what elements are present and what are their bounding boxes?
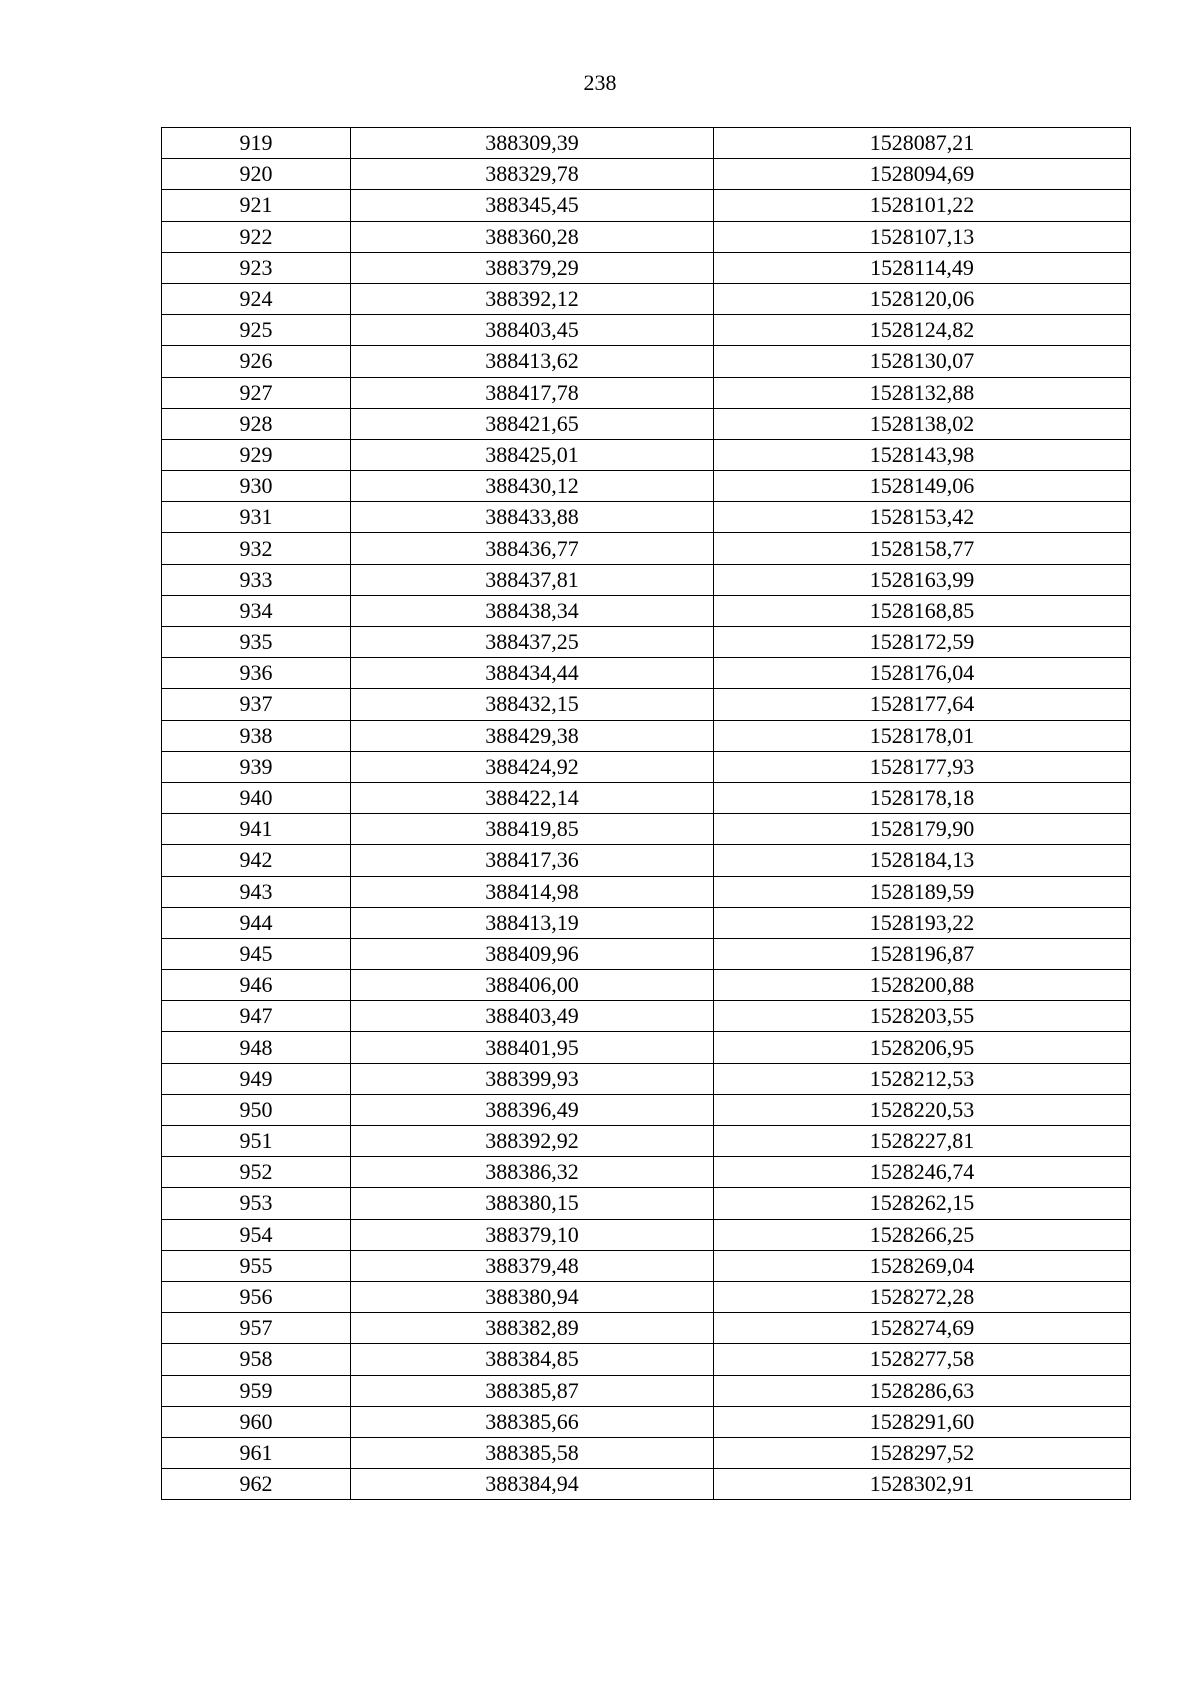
table-row [162, 221, 1131, 252]
point-number-cell: 962 [162, 1469, 351, 1500]
x-coordinate-cell: 388360,28 [351, 221, 714, 252]
x-coordinate-cell: 388392,92 [351, 1126, 714, 1157]
point-number-cell: 919 [162, 128, 351, 159]
coordinates-table [161, 127, 1131, 1500]
table-row [162, 377, 1131, 408]
y-coordinate-cell: 1528132,88 [714, 377, 1131, 408]
table-row [162, 845, 1131, 876]
table-row [162, 1437, 1131, 1468]
point-number-cell: 922 [162, 221, 351, 252]
point-number-cell: 942 [162, 845, 351, 876]
y-coordinate-cell: 1528196,87 [714, 938, 1131, 969]
y-coordinate-cell: 1528266,25 [714, 1219, 1131, 1250]
point-number-cell: 954 [162, 1219, 351, 1250]
x-coordinate-cell: 388385,87 [351, 1375, 714, 1406]
x-coordinate-cell: 388425,01 [351, 439, 714, 470]
table-row [162, 1469, 1131, 1500]
x-coordinate-cell: 388384,85 [351, 1344, 714, 1375]
x-coordinate-cell: 388403,45 [351, 315, 714, 346]
y-coordinate-cell: 1528227,81 [714, 1126, 1131, 1157]
point-number-cell: 957 [162, 1313, 351, 1344]
y-coordinate-cell: 1528193,22 [714, 907, 1131, 938]
x-coordinate-cell: 388429,38 [351, 720, 714, 751]
x-coordinate-cell: 388385,66 [351, 1406, 714, 1437]
page-number: 238 [583, 70, 617, 95]
table-row [162, 1063, 1131, 1094]
table-body [162, 128, 1131, 1500]
table-row [162, 471, 1131, 502]
x-coordinate-cell: 388430,12 [351, 471, 714, 502]
table-row [162, 1344, 1131, 1375]
table-row [162, 1032, 1131, 1063]
y-coordinate-cell: 1528269,04 [714, 1250, 1131, 1281]
point-number-cell: 934 [162, 595, 351, 626]
x-coordinate-cell: 388380,94 [351, 1281, 714, 1312]
table-row [162, 1281, 1131, 1312]
point-number-cell: 929 [162, 439, 351, 470]
point-number-cell: 933 [162, 564, 351, 595]
y-coordinate-cell: 1528206,95 [714, 1032, 1131, 1063]
table-row [162, 564, 1131, 595]
point-number-cell: 949 [162, 1063, 351, 1094]
table-row [162, 315, 1131, 346]
x-coordinate-cell: 388436,77 [351, 533, 714, 564]
table-row [162, 1250, 1131, 1281]
x-coordinate-cell: 388421,65 [351, 408, 714, 439]
point-number-cell: 956 [162, 1281, 351, 1312]
y-coordinate-cell: 1528120,06 [714, 283, 1131, 314]
point-number-cell: 927 [162, 377, 351, 408]
point-number-cell: 943 [162, 876, 351, 907]
y-coordinate-cell: 1528177,64 [714, 689, 1131, 720]
x-coordinate-cell: 388384,94 [351, 1469, 714, 1500]
point-number-cell: 947 [162, 1001, 351, 1032]
y-coordinate-cell: 1528184,13 [714, 845, 1131, 876]
table-row [162, 907, 1131, 938]
y-coordinate-cell: 1528176,04 [714, 658, 1131, 689]
y-coordinate-cell: 1528220,53 [714, 1094, 1131, 1125]
point-number-cell: 955 [162, 1250, 351, 1281]
x-coordinate-cell: 388345,45 [351, 190, 714, 221]
table-row [162, 1313, 1131, 1344]
table-row [162, 283, 1131, 314]
y-coordinate-cell: 1528168,85 [714, 595, 1131, 626]
table-row [162, 627, 1131, 658]
x-coordinate-cell: 388432,15 [351, 689, 714, 720]
x-coordinate-cell: 388419,85 [351, 814, 714, 845]
x-coordinate-cell: 388399,93 [351, 1063, 714, 1094]
y-coordinate-cell: 1528291,60 [714, 1406, 1131, 1437]
table-row [162, 533, 1131, 564]
table-row [162, 720, 1131, 751]
point-number-cell: 951 [162, 1126, 351, 1157]
y-coordinate-cell: 1528178,01 [714, 720, 1131, 751]
y-coordinate-cell: 1528124,82 [714, 315, 1131, 346]
x-coordinate-cell: 388379,10 [351, 1219, 714, 1250]
point-number-cell: 953 [162, 1188, 351, 1219]
x-coordinate-cell: 388424,92 [351, 751, 714, 782]
y-coordinate-cell: 1528158,77 [714, 533, 1131, 564]
table-row [162, 408, 1131, 439]
y-coordinate-cell: 1528094,69 [714, 159, 1131, 190]
x-coordinate-cell: 388437,81 [351, 564, 714, 595]
y-coordinate-cell: 1528277,58 [714, 1344, 1131, 1375]
y-coordinate-cell: 1528172,59 [714, 627, 1131, 658]
table-row [162, 159, 1131, 190]
x-coordinate-cell: 388329,78 [351, 159, 714, 190]
table-row [162, 1001, 1131, 1032]
y-coordinate-cell: 1528177,93 [714, 751, 1131, 782]
point-number-cell: 961 [162, 1437, 351, 1468]
y-coordinate-cell: 1528212,53 [714, 1063, 1131, 1094]
table-row [162, 1094, 1131, 1125]
y-coordinate-cell: 1528200,88 [714, 970, 1131, 1001]
point-number-cell: 924 [162, 283, 351, 314]
x-coordinate-cell: 388413,19 [351, 907, 714, 938]
y-coordinate-cell: 1528153,42 [714, 502, 1131, 533]
y-coordinate-cell: 1528246,74 [714, 1157, 1131, 1188]
y-coordinate-cell: 1528138,02 [714, 408, 1131, 439]
point-number-cell: 931 [162, 502, 351, 533]
y-coordinate-cell: 1528107,13 [714, 221, 1131, 252]
point-number-cell: 960 [162, 1406, 351, 1437]
y-coordinate-cell: 1528189,59 [714, 876, 1131, 907]
y-coordinate-cell: 1528262,15 [714, 1188, 1131, 1219]
point-number-cell: 932 [162, 533, 351, 564]
point-number-cell: 928 [162, 408, 351, 439]
table-row [162, 970, 1131, 1001]
y-coordinate-cell: 1528101,22 [714, 190, 1131, 221]
x-coordinate-cell: 388417,78 [351, 377, 714, 408]
x-coordinate-cell: 388396,49 [351, 1094, 714, 1125]
table-row [162, 876, 1131, 907]
x-coordinate-cell: 388379,48 [351, 1250, 714, 1281]
point-number-cell: 941 [162, 814, 351, 845]
y-coordinate-cell: 1528178,18 [714, 782, 1131, 813]
point-number-cell: 944 [162, 907, 351, 938]
point-number-cell: 939 [162, 751, 351, 782]
point-number-cell: 930 [162, 471, 351, 502]
y-coordinate-cell: 1528272,28 [714, 1281, 1131, 1312]
y-coordinate-cell: 1528143,98 [714, 439, 1131, 470]
x-coordinate-cell: 388433,88 [351, 502, 714, 533]
table-row [162, 751, 1131, 782]
y-coordinate-cell: 1528274,69 [714, 1313, 1131, 1344]
table-row [162, 346, 1131, 377]
point-number-cell: 936 [162, 658, 351, 689]
x-coordinate-cell: 388417,36 [351, 845, 714, 876]
point-number-cell: 959 [162, 1375, 351, 1406]
table-row [162, 689, 1131, 720]
table-row [162, 782, 1131, 813]
y-coordinate-cell: 1528286,63 [714, 1375, 1131, 1406]
x-coordinate-cell: 388385,58 [351, 1437, 714, 1468]
x-coordinate-cell: 388403,49 [351, 1001, 714, 1032]
x-coordinate-cell: 388379,29 [351, 252, 714, 283]
point-number-cell: 923 [162, 252, 351, 283]
x-coordinate-cell: 388437,25 [351, 627, 714, 658]
x-coordinate-cell: 388309,39 [351, 128, 714, 159]
point-number-cell: 938 [162, 720, 351, 751]
y-coordinate-cell: 1528149,06 [714, 471, 1131, 502]
y-coordinate-cell: 1528203,55 [714, 1001, 1131, 1032]
y-coordinate-cell: 1528114,49 [714, 252, 1131, 283]
point-number-cell: 935 [162, 627, 351, 658]
x-coordinate-cell: 388380,15 [351, 1188, 714, 1219]
y-coordinate-cell: 1528130,07 [714, 346, 1131, 377]
table-row [162, 1406, 1131, 1437]
point-number-cell: 945 [162, 938, 351, 969]
table-row [162, 502, 1131, 533]
point-number-cell: 925 [162, 315, 351, 346]
x-coordinate-cell: 388413,62 [351, 346, 714, 377]
y-coordinate-cell: 1528087,21 [714, 128, 1131, 159]
table-row [162, 128, 1131, 159]
x-coordinate-cell: 388422,14 [351, 782, 714, 813]
y-coordinate-cell: 1528163,99 [714, 564, 1131, 595]
x-coordinate-cell: 388414,98 [351, 876, 714, 907]
x-coordinate-cell: 388386,32 [351, 1157, 714, 1188]
table-row [162, 1126, 1131, 1157]
x-coordinate-cell: 388401,95 [351, 1032, 714, 1063]
table-row [162, 1188, 1131, 1219]
point-number-cell: 926 [162, 346, 351, 377]
x-coordinate-cell: 388406,00 [351, 970, 714, 1001]
point-number-cell: 937 [162, 689, 351, 720]
table-row [162, 1157, 1131, 1188]
point-number-cell: 958 [162, 1344, 351, 1375]
table-row [162, 190, 1131, 221]
x-coordinate-cell: 388392,12 [351, 283, 714, 314]
point-number-cell: 921 [162, 190, 351, 221]
point-number-cell: 946 [162, 970, 351, 1001]
table-row [162, 1375, 1131, 1406]
point-number-cell: 952 [162, 1157, 351, 1188]
table-row [162, 252, 1131, 283]
x-coordinate-cell: 388409,96 [351, 938, 714, 969]
point-number-cell: 940 [162, 782, 351, 813]
table-row [162, 658, 1131, 689]
x-coordinate-cell: 388438,34 [351, 595, 714, 626]
y-coordinate-cell: 1528302,91 [714, 1469, 1131, 1500]
table-row [162, 595, 1131, 626]
point-number-cell: 948 [162, 1032, 351, 1063]
table-row [162, 439, 1131, 470]
y-coordinate-cell: 1528297,52 [714, 1437, 1131, 1468]
table-row [162, 814, 1131, 845]
x-coordinate-cell: 388382,89 [351, 1313, 714, 1344]
table-row [162, 938, 1131, 969]
x-coordinate-cell: 388434,44 [351, 658, 714, 689]
table-row [162, 1219, 1131, 1250]
point-number-cell: 920 [162, 159, 351, 190]
y-coordinate-cell: 1528179,90 [714, 814, 1131, 845]
point-number-cell: 950 [162, 1094, 351, 1125]
